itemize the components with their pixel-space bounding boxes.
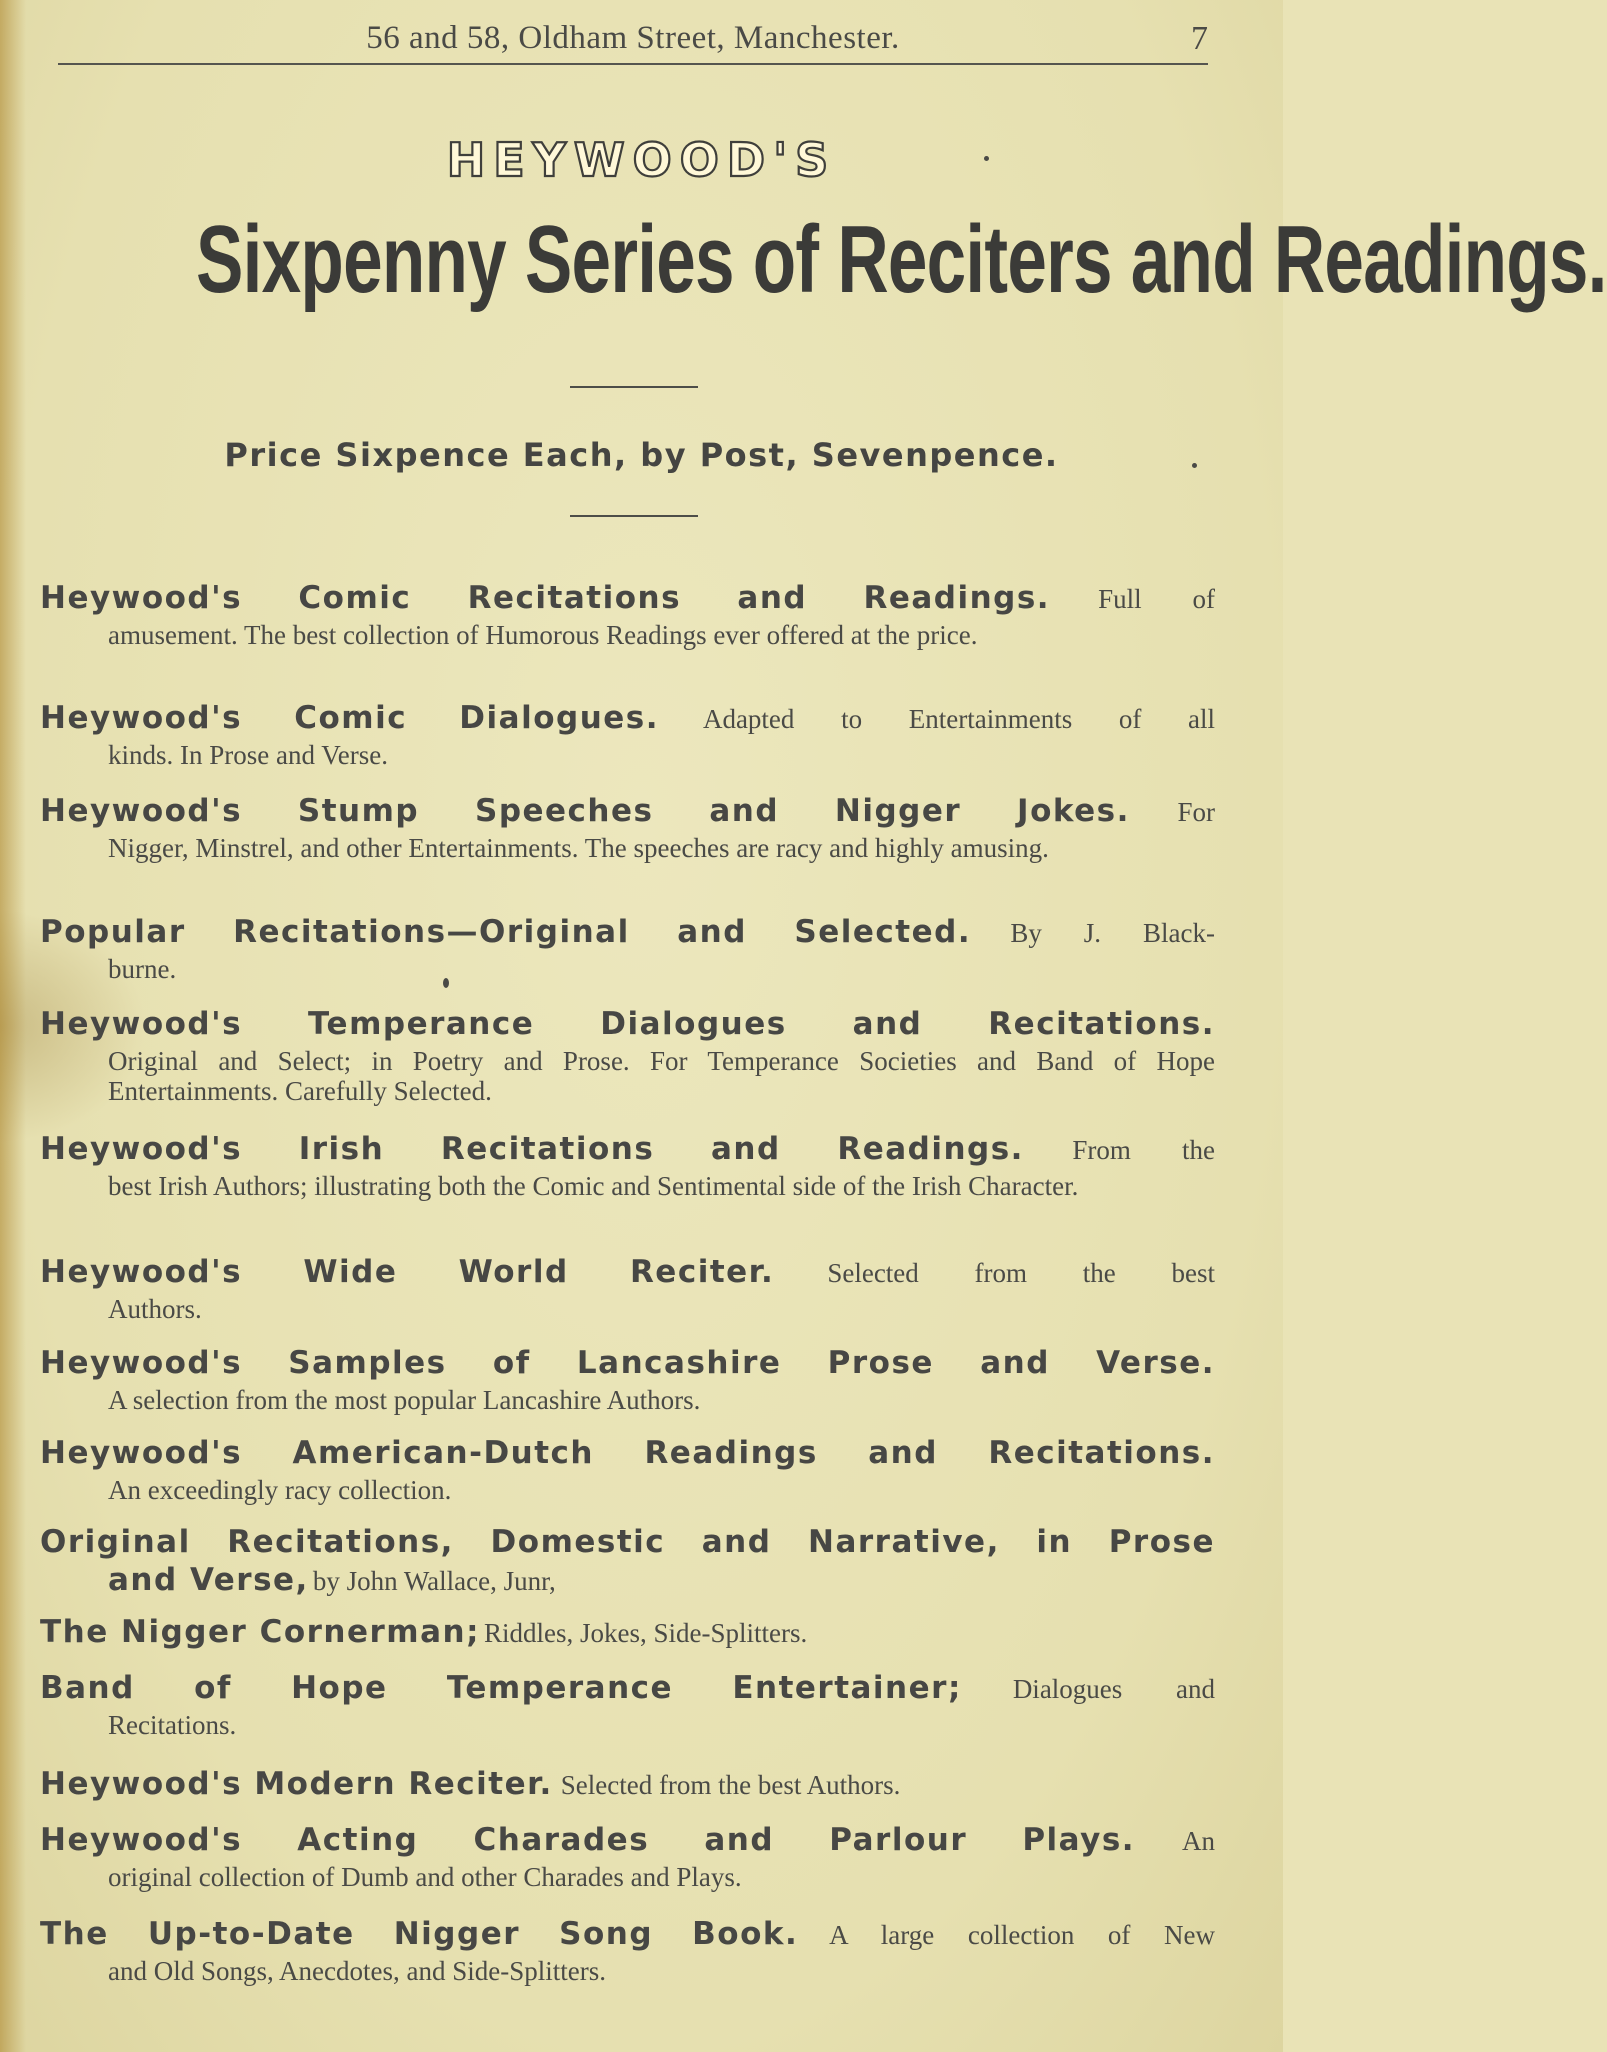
entry-description-continued: amusement. The best collection of Humorous Readings ever offered at the price. <box>108 620 978 650</box>
catalogue-entry <box>40 1912 1215 1986</box>
running-head <box>58 18 1208 82</box>
price-line: Price Sixpence Each, by Post, Sevenpence. <box>224 436 1059 474</box>
entry-title: Band of Hope Temperance Entertainer; <box>40 1670 962 1706</box>
entry-description-continued: burne. <box>108 954 177 984</box>
series-title: Sixpenny Series of Reciters and Readings. <box>196 206 1607 313</box>
entry-description: Adapted to Entertainments of all <box>702 704 1216 734</box>
entry-description-continued: best Irish Authors; illustrating both the Comic and Sentimental side of the Irish Character. <box>108 1171 1079 1201</box>
entry-title: The Up-to-Date Nigger Song Book. <box>40 1916 799 1952</box>
entry-title: Heywood's American-Dutch Readings and Recitations. <box>40 1435 1215 1471</box>
entry-description-continued: A selection from the most popular Lancashire Authors. <box>108 1385 701 1415</box>
divider-rule-lower <box>570 515 698 517</box>
header-rule <box>58 63 1208 65</box>
entry-title: Heywood's Modern Reciter. <box>40 1766 553 1802</box>
entry-description-continued: An exceedingly racy collection. <box>108 1475 452 1505</box>
entry-title: Original Recitations, Domestic and Narrative, in Prose <box>40 1524 1215 1560</box>
entry-description: By J. Black- <box>1010 918 1215 948</box>
catalogue-entry <box>40 1610 1215 1654</box>
page-edge-shadow <box>0 0 26 2052</box>
catalogue-entry <box>40 1431 1215 1505</box>
catalogue-entry <box>40 1341 1215 1415</box>
entry-title-continued: and Verse, <box>108 1562 309 1598</box>
page-number: 7 <box>1191 20 1208 57</box>
entry-title: Heywood's Comic Dialogues. <box>40 700 660 736</box>
ink-speck <box>984 156 989 161</box>
entry-description: From the <box>1072 1135 1215 1165</box>
entry-title: Popular Recitations—Original and Selected. <box>40 914 972 950</box>
entry-title: The Nigger Cornerman; <box>40 1614 480 1650</box>
entry-description-continued: Recitations. <box>108 1710 237 1740</box>
entry-title: Heywood's Irish Recitations and Readings. <box>40 1131 1024 1167</box>
entry-description: For <box>1177 797 1215 827</box>
catalogue-entry <box>40 1666 1215 1740</box>
entry-description: A large collection of New <box>829 1920 1215 1950</box>
catalogue-entry <box>40 1520 1215 1602</box>
entry-description-continued: and Old Songs, Anecdotes, and Side-Splitters. <box>108 1956 606 1986</box>
entry-title: Heywood's Samples of Lancashire Prose and Verse. <box>40 1345 1215 1381</box>
entry-title: Heywood's Comic Recitations and Readings. <box>40 580 1051 616</box>
ink-speck <box>443 978 449 988</box>
entry-description: Selected from the best <box>827 1258 1215 1288</box>
catalogue-entry <box>40 1818 1215 1892</box>
entry-title: Heywood's Temperance Dialogues and Recitations. <box>40 1006 1215 1042</box>
entry-description-continued: original collection of Dumb and other Charades and Plays. <box>108 1862 742 1892</box>
entry-description-continued: Nigger, Minstrel, and other Entertainments. The speeches are racy and highly amusing. <box>108 833 1049 863</box>
entry-description: Full of <box>1098 584 1215 614</box>
catalogue-entry <box>40 910 1215 984</box>
catalogue-entry <box>40 576 1215 650</box>
ink-speck <box>1192 463 1197 468</box>
entry-description-continued: kinds. In Prose and Verse. <box>108 740 388 770</box>
publisher-address: 56 and 58, Oldham Street, Manchester. <box>366 20 900 56</box>
entry-description: An <box>1182 1826 1215 1856</box>
entry-description-continued: Original and Select; in Poetry and Prose. For Temperance Societies and Band of Hope Entertainments. Carefully Selected. <box>108 1046 1215 1106</box>
catalogue-entry <box>40 789 1215 863</box>
catalogue-entry <box>40 1762 1215 1806</box>
entry-description-continued: Authors. <box>108 1294 202 1324</box>
publisher-name: HEYWOOD'S <box>446 133 837 187</box>
entry-title: Heywood's Acting Charades and Parlour Plays. <box>40 1822 1136 1858</box>
entry-description: Riddles, Jokes, Side-Splitters. <box>484 1618 808 1648</box>
catalogue-entry <box>40 1250 1215 1324</box>
catalogue-entry <box>40 1002 1215 1106</box>
entry-description: Dialogues and <box>1012 1674 1215 1704</box>
entry-title: Heywood's Wide World Reciter. <box>40 1254 775 1290</box>
catalogue-entry <box>40 696 1215 770</box>
divider-rule-upper <box>570 386 698 388</box>
entry-description-continued: by John Wallace, Junr, <box>312 1566 556 1596</box>
catalogue-entry <box>40 1127 1215 1201</box>
entry-description: Selected from the best Authors. <box>560 1770 901 1800</box>
entry-title: Heywood's Stump Speeches and Nigger Jokes. <box>40 793 1130 829</box>
